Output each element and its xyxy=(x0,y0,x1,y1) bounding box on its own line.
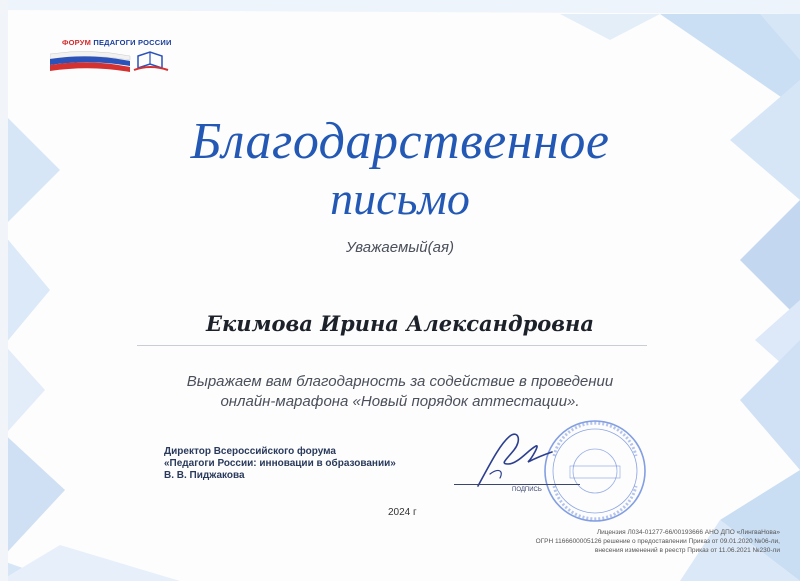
forum-logo xyxy=(50,36,180,78)
title-line-1: Благодарственное xyxy=(190,113,610,170)
logo-text-part1: ФОРУМ xyxy=(62,38,92,47)
signature-caption: ПОДПИСЬ xyxy=(512,487,542,493)
signatory-line-1: Директор Всероссийского форума xyxy=(164,446,336,457)
license-line-1: Лицензия Л034-01277-66/00193666 АНО ДПО «ЛингваНова» xyxy=(596,529,780,536)
body-line-1: Выражаем вам благодарность за содействие в проведении xyxy=(186,373,614,390)
logo-text xyxy=(62,38,172,47)
signatory-line-2: «Педагоги России: инновации в образовании» xyxy=(164,458,396,469)
logo-text-part2: ПЕДАГОГИ РОССИИ xyxy=(93,38,172,47)
greeting: Уважаемый(ая) xyxy=(346,239,454,256)
recipient-name: Екимова Ирина Александровна xyxy=(206,311,594,336)
body-text xyxy=(0,372,800,412)
signature-line xyxy=(454,484,580,485)
signatory-block xyxy=(164,446,396,482)
flag-swoosh-icon xyxy=(50,50,180,76)
body-line-2: онлайн-марафона «Новый порядок аттестации». xyxy=(220,393,580,410)
year: 2024 г xyxy=(388,507,417,518)
divider xyxy=(137,345,647,346)
signatory-line-3: В. В. Пиджакова xyxy=(164,470,245,481)
license-line-3: внесения изменений в реестр Приказ от 11.06.2021 №230-ли xyxy=(594,547,780,554)
title-line-2: письмо xyxy=(330,173,470,224)
license-line-2: ОГРН 1166600005126 решение о предоставлении Приказ от 09.01.2020 №06-ли, xyxy=(535,538,780,545)
license-info xyxy=(536,528,780,555)
